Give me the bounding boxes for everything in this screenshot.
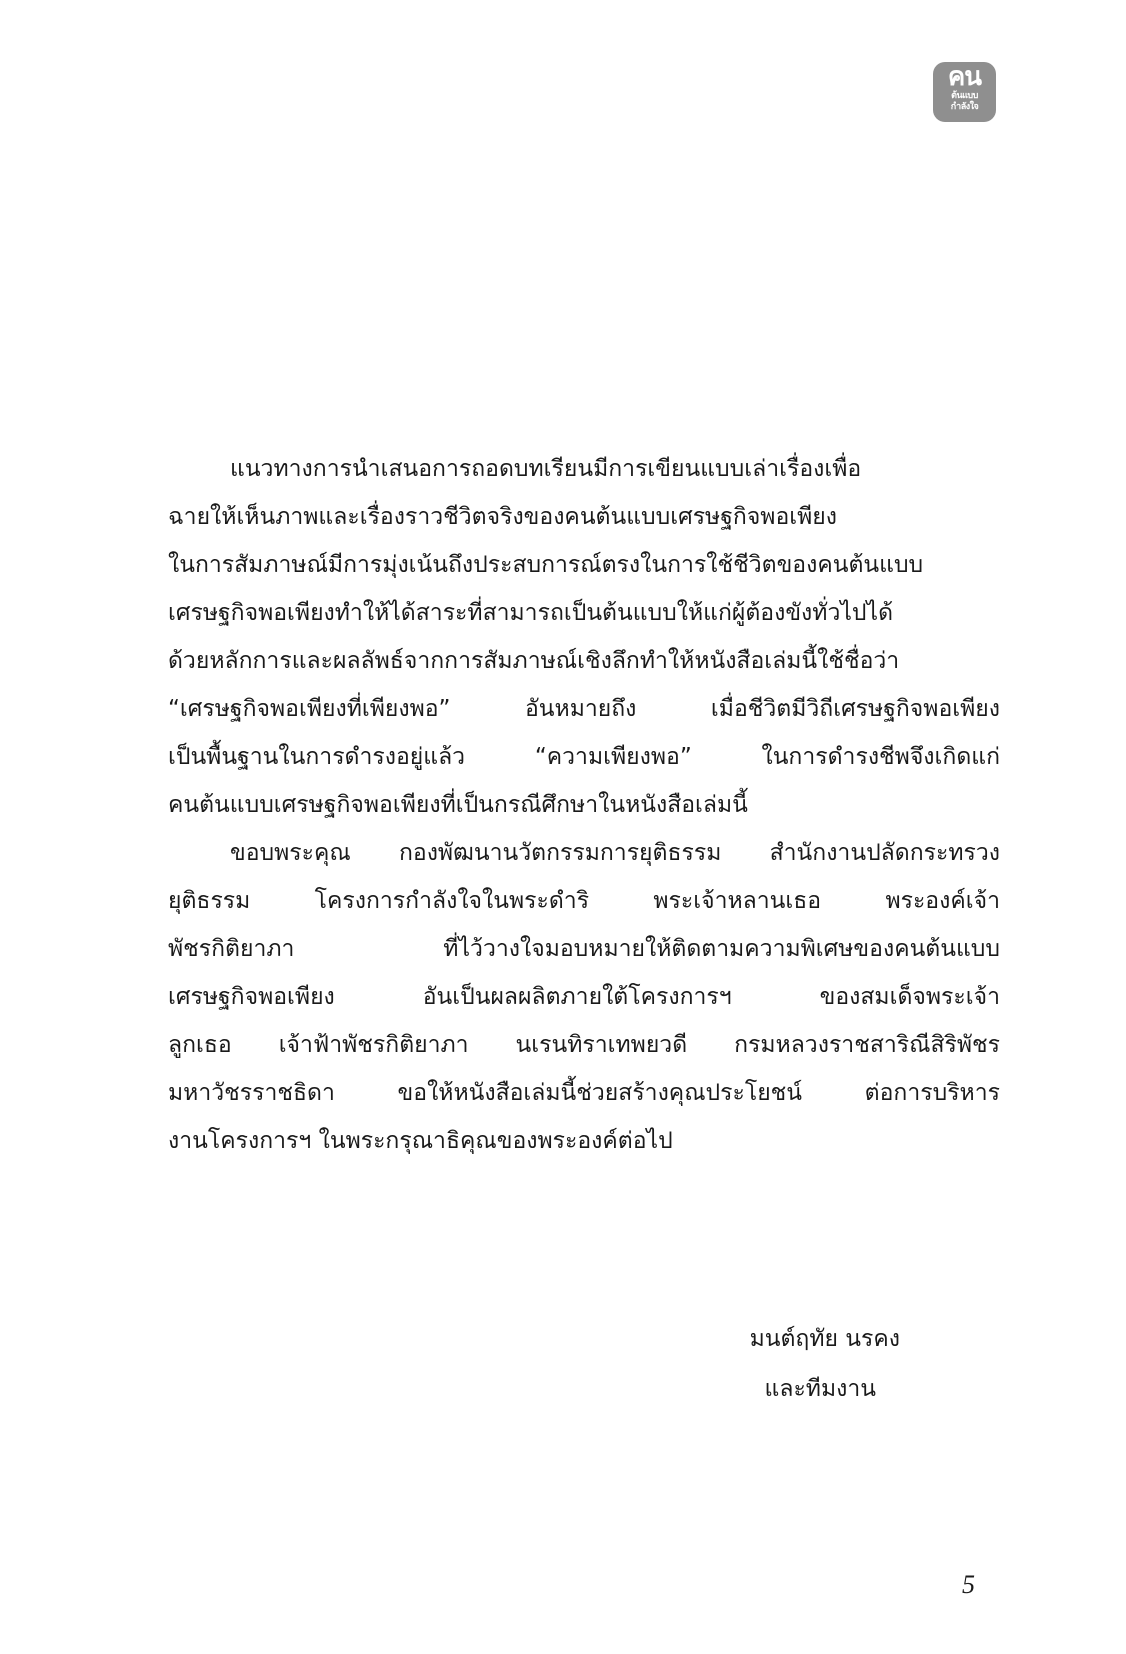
paragraph-2-line: ขอบพระคุณ กองพัฒนานวัตกรรมการยุติธรรม สำนักงานปลัดกระทรวง — [230, 840, 1000, 866]
paragraph-1-line: เป็นพื้นฐานในการดำรงอยู่แล้ว “ความเพียงพอ” ในการดำรงชีพจึงเกิดแก่ — [168, 744, 1000, 770]
logo-sub-text-1: ต้นแบบ — [951, 91, 978, 101]
paragraph-2-line: ยุติธรรม โครงการกำลังใจในพระดำริ พระเจ้าหลานเธอ พระองค์เจ้า — [168, 888, 1000, 914]
author-name: มนต์ฤทัย นรคง — [749, 1326, 900, 1352]
paragraph-1-line: คนต้นแบบเศรษฐกิจพอเพียงที่เป็นกรณีศึกษาในหนังสือเล่มนี้ — [168, 792, 748, 818]
publisher-logo — [933, 62, 996, 122]
logo-main-text: คน — [947, 62, 982, 92]
author-team: และทีมงาน — [764, 1376, 876, 1402]
logo-sub-text-2: กำลังใจ — [950, 102, 979, 112]
paragraph-1-line: แนวทางการนำเสนอการถอดบทเรียนมีการเขียนแบบเล่าเรื่องเพื่อ — [230, 456, 862, 482]
paragraph-2-line: พัชรกิติยาภา ที่ไว้วางใจมอบหมายให้ติดตามความพิเศษของคนต้นแบบ — [168, 936, 1000, 962]
paragraph-1-line: ในการสัมภาษณ์มีการมุ่งเน้นถึงประสบการณ์ตรงในการใช้ชีวิตของคนต้นแบบ — [168, 552, 924, 578]
paragraph-2-line: ลูกเธอ เจ้าฟ้าพัชรกิติยาภา นเรนทิราเทพยวดี กรมหลวงราชสาริณีสิริพัชร — [168, 1032, 1000, 1058]
signature-block — [600, 1314, 900, 1414]
paragraph-1-line: ฉายให้เห็นภาพและเรื่องราวชีวิตจริงของคนต้นแบบเศรษฐกิจพอเพียง — [168, 504, 837, 530]
paragraph-1-line: เศรษฐกิจพอเพียงทำให้ได้สาระที่สามารถเป็นต้นแบบให้แก่ผู้ต้องขังทั่วไปได้ — [168, 600, 894, 626]
paragraph-2-line: เศรษฐกิจพอเพียง อันเป็นผลผลิตภายใต้โครงการฯ ของสมเด็จพระเจ้า — [168, 984, 1000, 1010]
paragraph-2-line: มหาวัชรราชธิดา ขอให้หนังสือเล่มนี้ช่วยสร้างคุณประโยชน์ ต่อการบริหาร — [168, 1080, 1000, 1106]
paragraph-1-line: ด้วยหลักการและผลลัพธ์จากการสัมภาษณ์เชิงลึกทำให้หนังสือเล่มนี้ใช้ชื่อว่า — [168, 648, 900, 674]
page-number: 5 — [962, 1570, 975, 1599]
paragraph-1-line: “เศรษฐกิจพอเพียงที่เพียงพอ” อันหมายถึง เมื่อชีวิตมีวิถีเศรษฐกิจพอเพียง — [168, 696, 1000, 722]
paragraph-2-line: งานโครงการฯ ในพระกรุณาธิคุณของพระองค์ต่อไป — [168, 1128, 673, 1154]
body-text — [168, 445, 1000, 1165]
